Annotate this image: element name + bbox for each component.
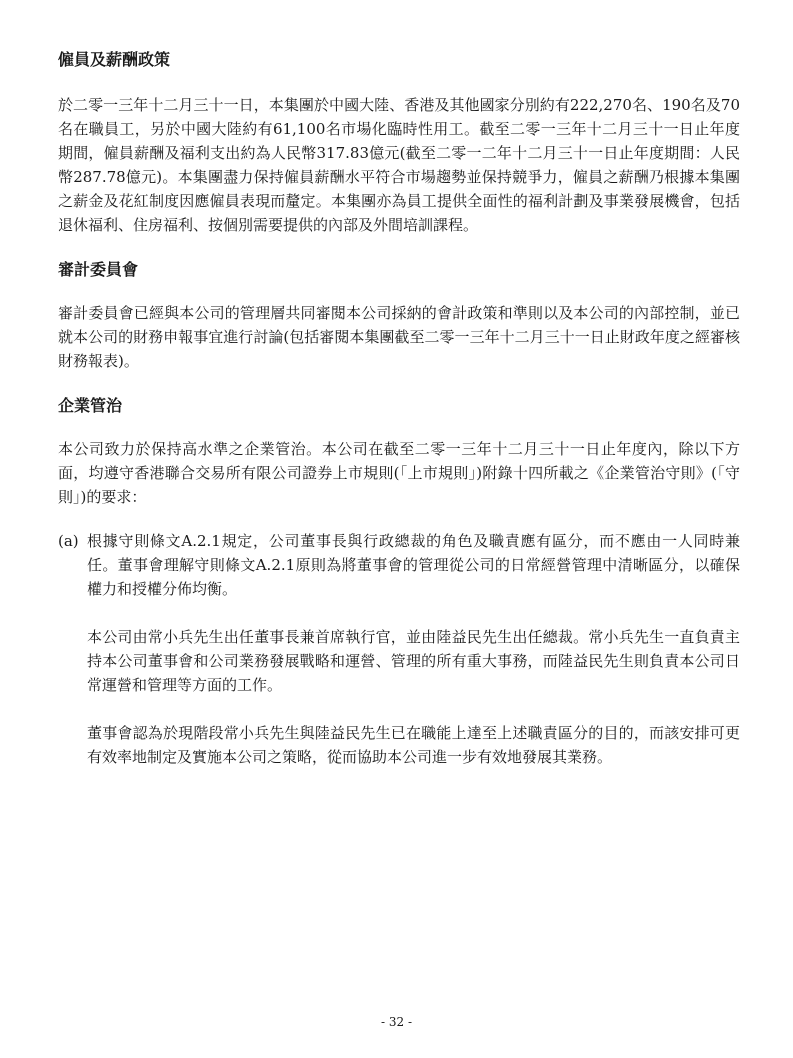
list-item-a	[58, 529, 740, 769]
section-paragraph-corporate-governance: 本公司致力於保持高水準之企業管治。本公司在截至二零一三年十二月三十一日止年度內，除以下方面，均遵守香港聯合交易所有限公司證券上市規則(「上市規則」)附錄十四所載之《企業管治守則》(「守則」)的要求：	[58, 440, 740, 506]
list-item-paragraph-3: 董事會認為於現階段常小兵先生與陸益民先生已在職能上達至上述職責區分的目的，而該安排可更有效率地制定及實施本公司之策略，從而協助本公司進一步有效地發展其業務。	[87, 724, 740, 766]
section-paragraph-audit-committee: 審計委員會已經與本公司的管理層共同審閱本公司採納的會計政策和準則以及本公司的內部控制，並已就本公司的財務申報事宜進行討論(包括審閱本集團截至二零一三年十二月三十一日止財政年度之經審核財務報表)。	[58, 304, 740, 370]
list-item-paragraph-1: 根據守則條文A.2.1規定，公司董事長與行政總裁的角色及職責應有區分，而不應由一人同時兼任。董事會理解守則條文A.2.1原則為將董事會的管理從公司的日常經營管理中清晰區分，以確保權力和授權分佈均衡。	[87, 532, 740, 598]
list-item-marker: (a)	[58, 532, 79, 550]
section-heading-employees-remuneration: 僱員及薪酬政策	[58, 50, 171, 69]
document-page	[58, 46, 740, 769]
page-number: - 32 -	[380, 1015, 412, 1029]
list-item-paragraph-2: 本公司由常小兵先生出任董事長兼首席執行官，並由陸益民先生出任總裁。常小兵先生一直負責主持本公司董事會和公司業務發展戰略和運營、管理的所有重大事務，而陸益民先生則負責本公司日常運營和管理等方面的工作。	[87, 628, 740, 694]
section-heading-audit-committee: 審計委員會	[58, 260, 139, 279]
section-heading-corporate-governance: 企業管治	[58, 396, 123, 415]
section-paragraph-employees-remuneration: 於二零一三年十二月三十一日，本集團於中國大陸、香港及其他國家分別約有222,270名、190名及70名在職員工，另於中國大陸約有61,100名市場化臨時性用工。截至二零一三年十二月三十一日止年度期間，僱員薪酬及福利支出約為人民幣317.83億元(截至二零一二年十二月三十一日止年度期間：人民幣287.78億元)。本集團盡力保持僱員薪酬水平符合市場趨勢並保持競爭力，僱員之薪酬乃根據本集團之薪金及花紅制度因應僱員表現而釐定。本集團亦為員工提供全面性的福利計劃及事業發展機會，包括退休福利、住房福利、按個別需要提供的內部及外間培訓課程。	[58, 96, 740, 234]
